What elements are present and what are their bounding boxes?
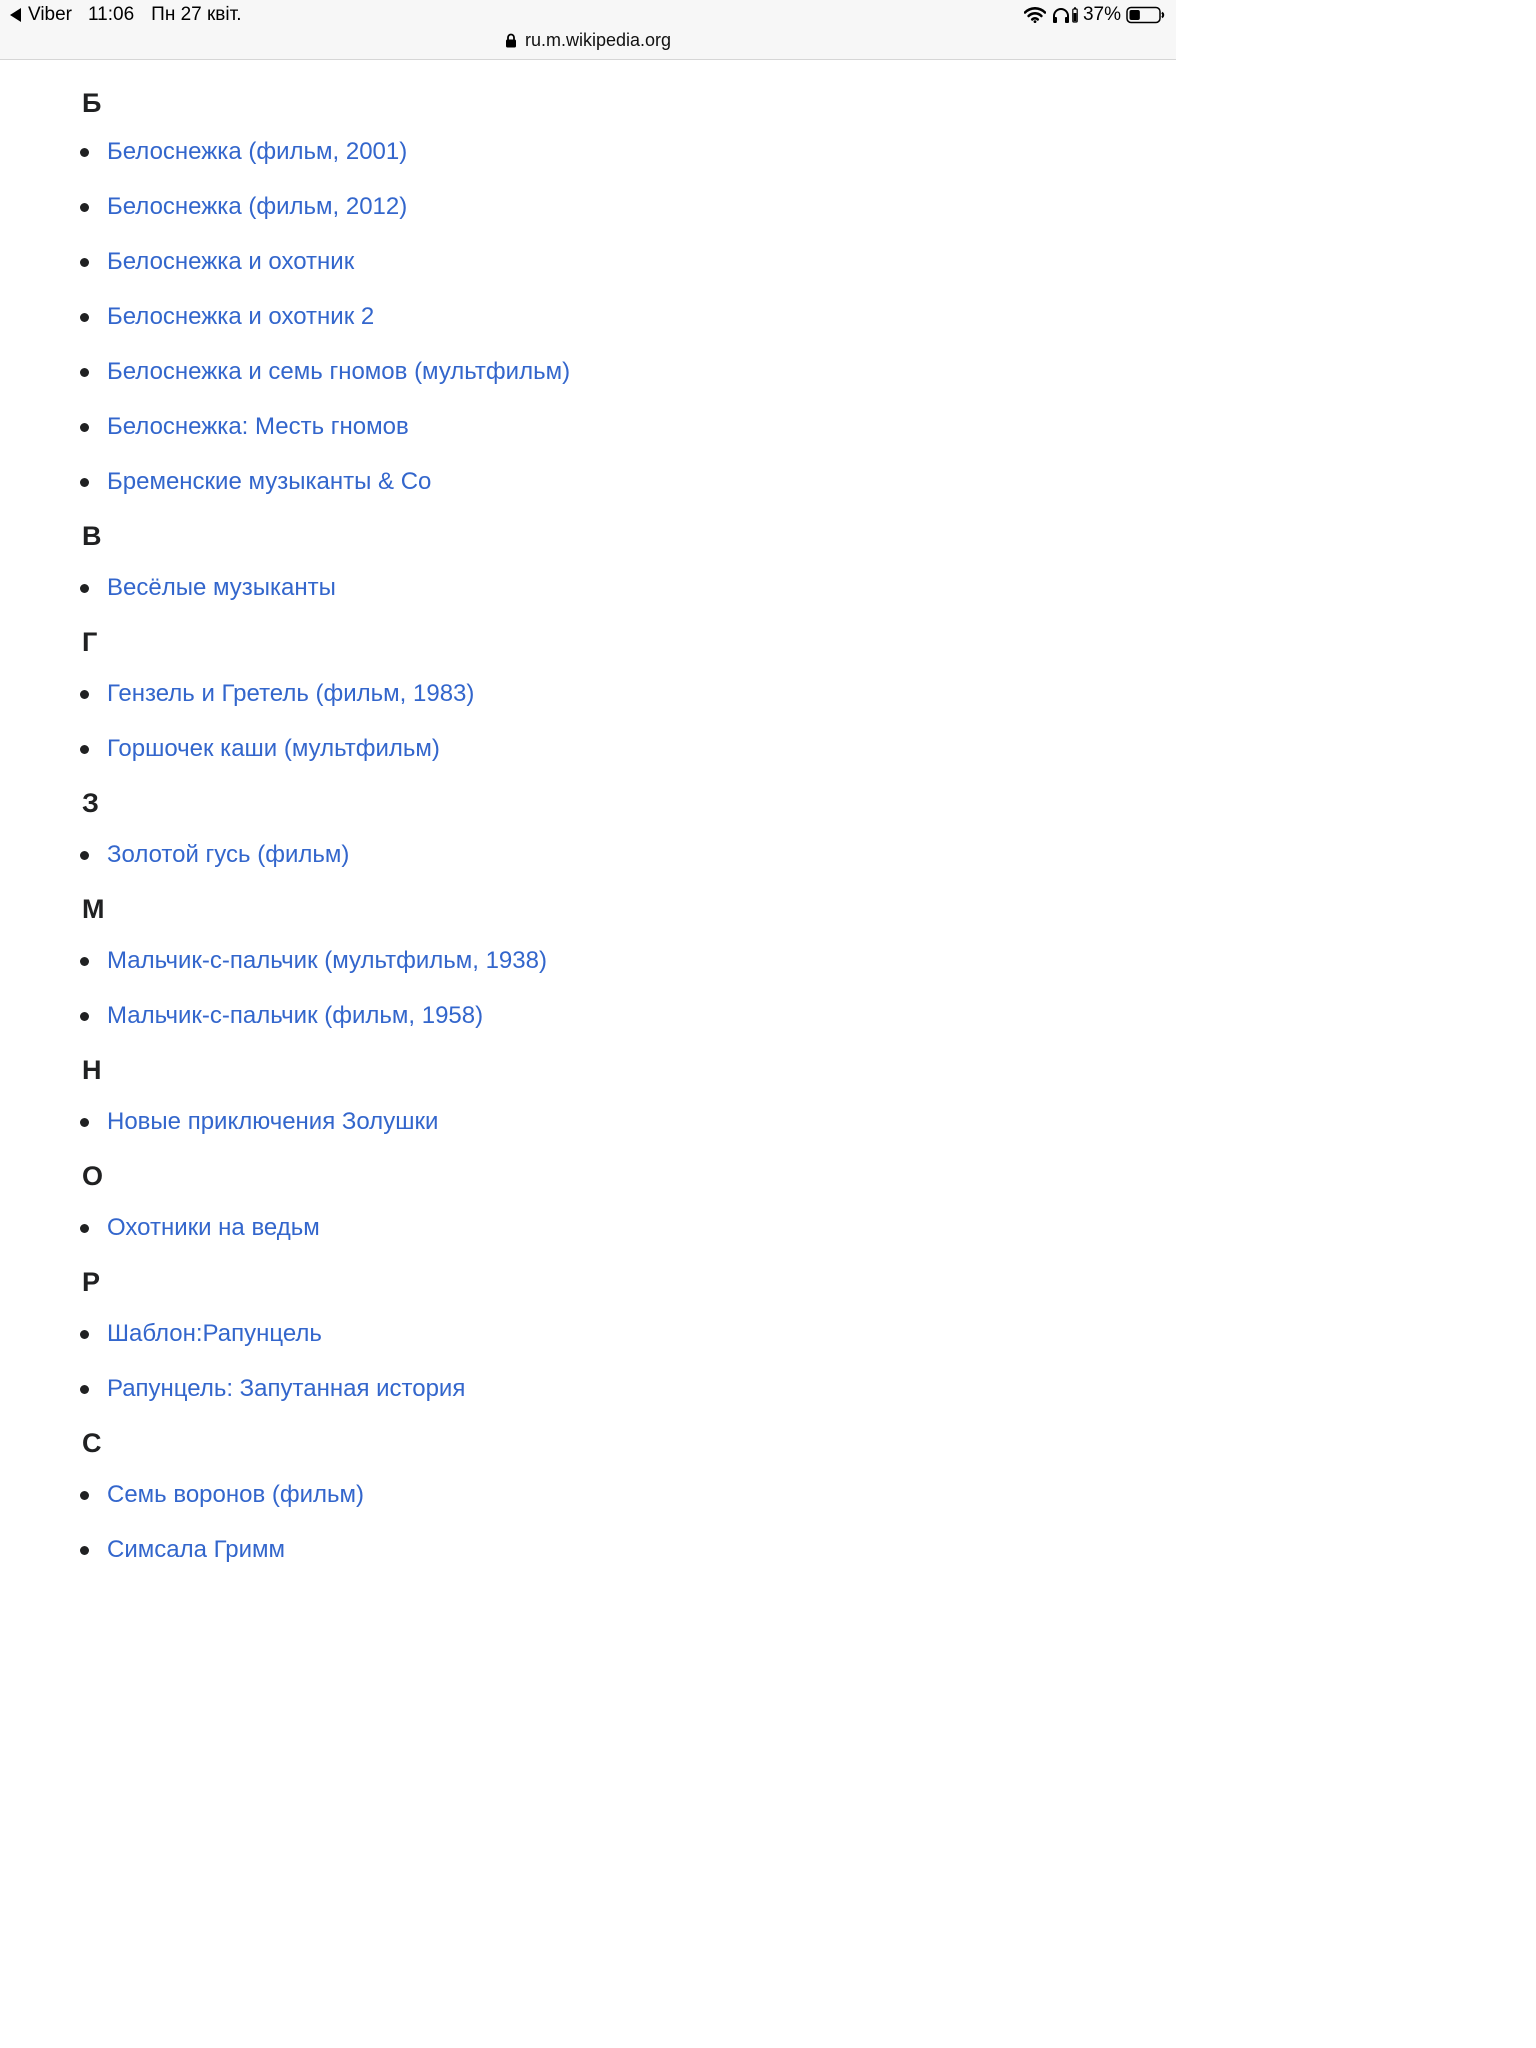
bullet-icon <box>80 1224 89 1233</box>
battery-charging-small-icon <box>1072 7 1078 23</box>
bullet-icon <box>80 584 89 593</box>
wifi-icon <box>1024 7 1046 23</box>
article-link[interactable]: Белоснежка и охотник 2 <box>107 303 375 330</box>
status-time: 11:06 <box>88 4 135 25</box>
section-heading-n: Н <box>82 1055 102 1085</box>
list-item <box>80 192 407 222</box>
article-link[interactable]: Симсала Гримм <box>107 1536 286 1563</box>
article-link[interactable]: Рапунцель: Запутанная история <box>107 1375 466 1402</box>
section-heading-b: Б <box>82 88 102 118</box>
article-link[interactable]: Гензель и Гретель (фильм, 1983) <box>107 680 475 707</box>
list-item <box>80 467 431 497</box>
list-item <box>80 1001 483 1031</box>
bullet-icon <box>80 1012 89 1021</box>
list-item <box>80 137 407 167</box>
status-bar <box>0 0 1176 60</box>
bullet-icon <box>80 148 89 157</box>
bullet-icon <box>80 258 89 267</box>
list-item <box>80 1319 322 1349</box>
article-link[interactable]: Белоснежка и охотник <box>107 248 355 275</box>
battery-icon <box>1126 6 1166 24</box>
bullet-icon <box>80 1546 89 1555</box>
back-to-app-label[interactable]: Viber <box>28 4 73 25</box>
status-date: Пн 27 квіт. <box>151 4 242 25</box>
list-item <box>80 946 547 976</box>
battery-fill <box>1130 10 1140 20</box>
article-link[interactable]: Весёлые музыканты <box>107 574 336 601</box>
list-item <box>80 1107 438 1137</box>
list-item <box>80 734 440 764</box>
bullet-icon <box>80 423 89 432</box>
list-item <box>80 1374 465 1404</box>
section-heading-o: О <box>82 1161 104 1191</box>
bullet-icon <box>80 203 89 212</box>
article-link[interactable]: Мальчик-с-пальчик (фильм, 1958) <box>107 1002 484 1029</box>
section-heading-g: Г <box>82 627 98 657</box>
list-item <box>80 679 474 709</box>
article-link[interactable]: Белоснежка (фильм, 2012) <box>107 193 408 220</box>
bullet-icon <box>80 957 89 966</box>
article-link[interactable]: Золотой гусь (фильм) <box>107 841 350 868</box>
article-link[interactable]: Белоснежка: Месть гномов <box>107 413 409 440</box>
url-text[interactable]: ru.m.wikipedia.org <box>524 30 672 50</box>
bullet-icon <box>80 1385 89 1394</box>
article-link[interactable]: Шаблон:Рапунцель <box>107 1320 322 1347</box>
bullet-icon <box>80 313 89 322</box>
list-item <box>80 1480 364 1510</box>
article-link[interactable]: Новые приключения Золушки <box>107 1108 439 1135</box>
section-heading-m: М <box>82 894 105 924</box>
address-bar[interactable] <box>0 30 1176 51</box>
list-item <box>80 412 409 442</box>
list-item <box>80 1213 320 1243</box>
list-item <box>80 840 349 870</box>
bullet-icon <box>80 745 89 754</box>
list-item <box>80 247 354 277</box>
list-item <box>80 357 570 387</box>
article-link[interactable]: Белоснежка и семь гномов (мультфильм) <box>107 358 571 385</box>
back-arrow-icon[interactable] <box>10 8 21 22</box>
article-link[interactable]: Горшочек каши (мультфильм) <box>107 735 440 762</box>
status-bar-right <box>1024 4 1166 26</box>
section-heading-s: С <box>82 1428 102 1458</box>
bullet-icon <box>80 478 89 487</box>
list-item <box>80 1535 285 1565</box>
list-item <box>80 573 336 603</box>
article-link[interactable]: Мальчик-с-пальчик (мультфильм, 1938) <box>107 947 547 974</box>
article-link[interactable]: Охотники на ведьм <box>107 1214 320 1241</box>
article-link[interactable]: Белоснежка (фильм, 2001) <box>107 138 408 165</box>
battery-percent: 37% <box>1082 4 1121 25</box>
lock-icon <box>505 33 517 48</box>
bullet-icon <box>80 1118 89 1127</box>
status-bar-left <box>10 4 242 26</box>
bullet-icon <box>80 690 89 699</box>
section-heading-z: З <box>82 788 99 818</box>
section-heading-r: Р <box>82 1267 101 1297</box>
article-link[interactable]: Семь воронов (фильм) <box>107 1481 365 1508</box>
section-heading-v: В <box>82 521 102 551</box>
article-link[interactable]: Бременские музыканты & Co <box>107 468 432 495</box>
bullet-icon <box>80 1330 89 1339</box>
headphones-icon <box>1052 7 1070 23</box>
list-item <box>80 302 374 332</box>
bullet-icon <box>80 1491 89 1500</box>
bullet-icon <box>80 368 89 377</box>
bullet-icon <box>80 851 89 860</box>
